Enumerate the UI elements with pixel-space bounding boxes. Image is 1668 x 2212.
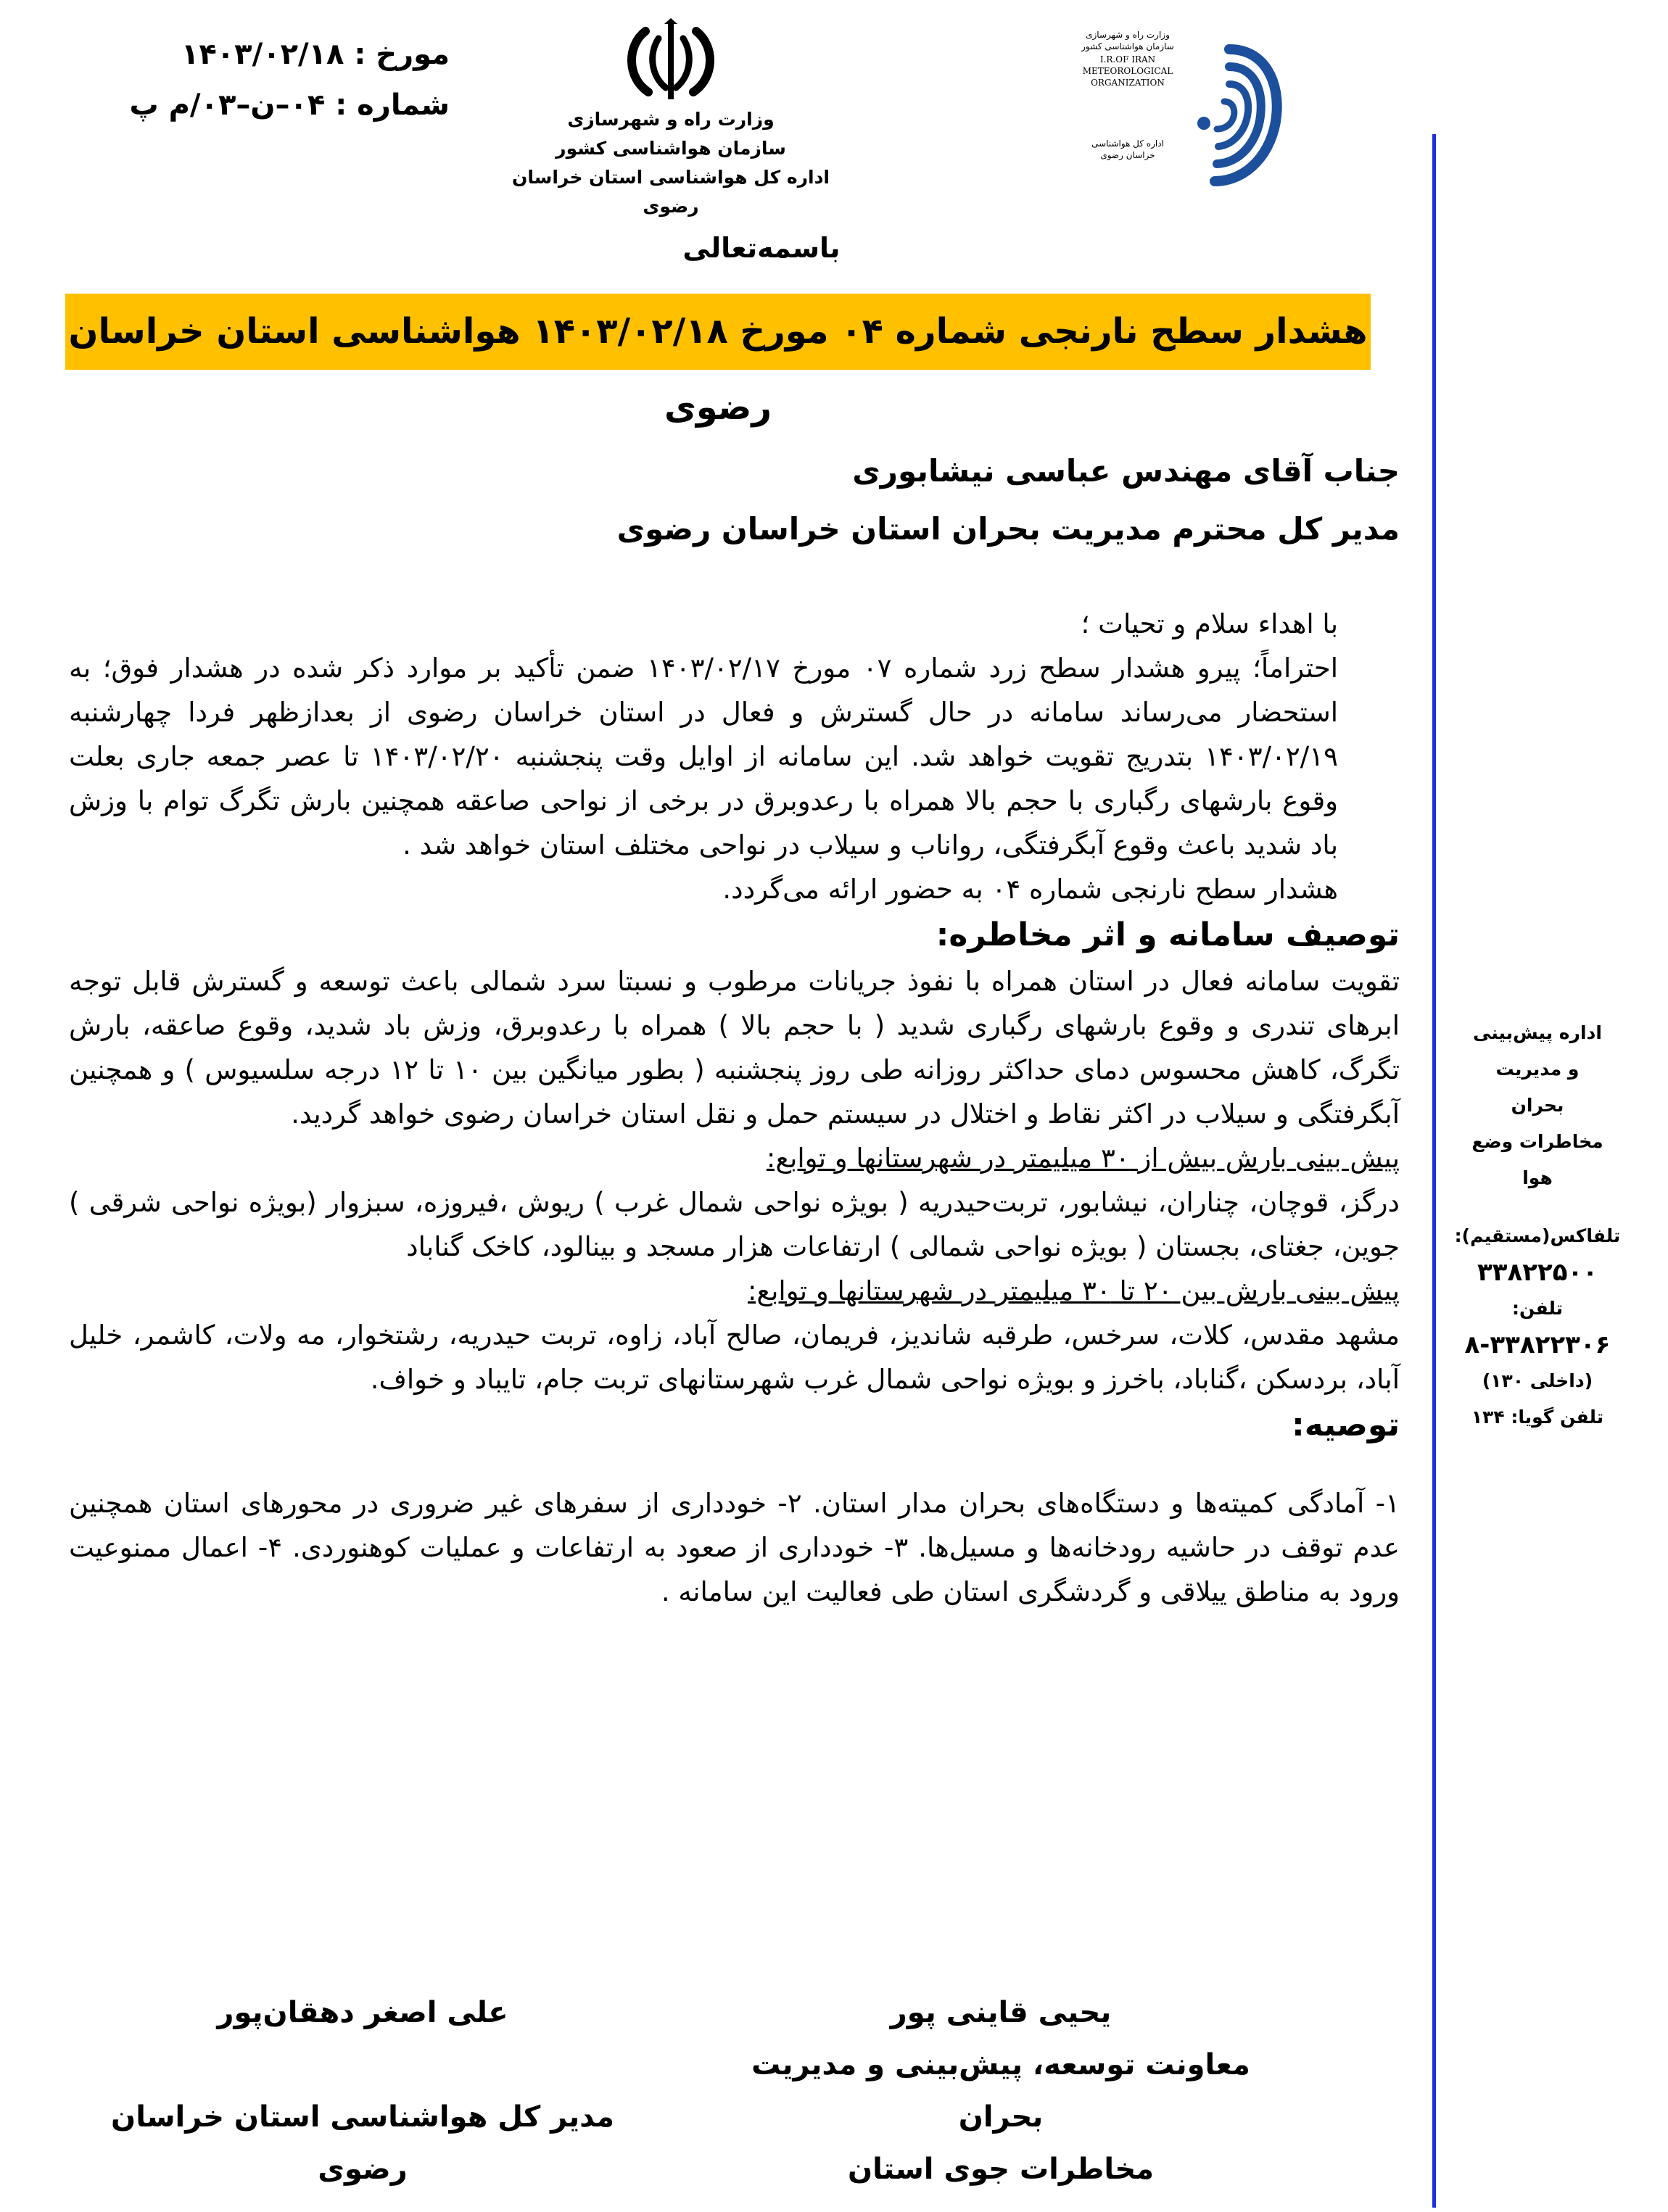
logo-text-fa1: وزارت راه و شهرسازی <box>1086 30 1170 40</box>
logo-text-fa3: اداره کل هواشناسی <box>1091 138 1164 149</box>
warning-title: هشدار سطح نارنجی شماره ۰۴ مورخ ۱۴۰۳/۰۲/۱۸ هواشناسی استان خراسان رضوی <box>68 311 1368 428</box>
signer-name: علی اصغر دهقان‌پور <box>217 1996 508 2029</box>
letter-number: شماره : ۰۴–ن–۰۳/م پ <box>129 88 450 122</box>
fax-label: تلفاکس(مستقیم): <box>1454 1225 1621 1246</box>
description-paragraph: تقویت سامانه فعال در استان همراه با نفوذ جریانات مرطوب و نسبتا سرد شمالی باعث توسعه و گسترش قابل توجه ابرهای تندری و وقوع بارشهای رگباری شدید ( با حجم بالا ) همراه با رعدوبرق، وزش باد شدید، وقوع صاعقه، بارش تگرگ، کاهش محسوس دمای حداکثر روزانه طی روز پنجشنبه ( بطور میانگین بین ۱۰ تا ۱۲ درجه سلسیوس ) و همچنین آبگرفتگی و سیلاب در اکثر نقاط و اختلال در سیستم حمل و نقل استان خراسان رضوی خواهد گردید. <box>69 966 1400 1130</box>
logo-text-fa2: سازمان هواشناسی کشور <box>1081 41 1174 51</box>
signature-right <box>725 1987 1276 2195</box>
dept-line: بحران <box>1511 1095 1564 1116</box>
warning-title-banner <box>65 294 1371 428</box>
advice-paragraph: ۱- آمادگی کمیته‌ها و دستگاه‌های بحران مدار استان. ۲- خودداری از سفرهای غیر ضروری در محورهای استان همچنین عدم توقف در حاشیه رودخانه‌ها و مسیل‌ها. ۳- خودداری از صعود به ارتفاعات و عملیات کوهنوردی. ۴- اعمال ممنوعیت ورود به مناطق ییلاقی و گردشگری استان طی فعالیت این سامانه . <box>69 1488 1400 1607</box>
logo-text-en1: I.R.OF IRAN <box>1099 54 1156 65</box>
voice-phone: تلفن گویا: ۱۳۴ <box>1471 1407 1604 1428</box>
section-heading-description: توصیف سامانه و اثر مخاطره: <box>936 916 1400 953</box>
letter-body <box>69 602 1400 1614</box>
signature-left <box>87 1987 638 2195</box>
fax-number: ۳۳۸۲۲۵۰۰ <box>1477 1258 1598 1287</box>
met-organization-logo <box>1066 29 1284 196</box>
dept-line: مخاطرات وضع <box>1471 1131 1603 1152</box>
letter-date: مورخ : ۱۴۰۳/۰۲/۱۸ <box>181 38 450 71</box>
iran-emblem-icon <box>616 18 725 105</box>
logo-text-en2: METEOROLOGICAL <box>1082 66 1173 76</box>
logo-text-en3: ORGANIZATION <box>1091 78 1165 88</box>
dept-line: و مدیریت <box>1495 1059 1580 1080</box>
letter-meta <box>109 29 450 131</box>
dept-line: اداره پیش‌بینی <box>1473 1022 1602 1043</box>
recipient-position: مدیر کل محترم مدیریت بحران استان خراسان رضوی <box>616 511 1400 547</box>
signer-title: معاونت توسعه، پیش‌بینی و مدیریت بحران <box>751 2048 1250 2134</box>
dept-line: هوا <box>1522 1167 1553 1188</box>
department-name: اداره کل هواشناسی استان خراسان رضوی <box>512 167 830 217</box>
signer-title: مدیر کل هواشناسی استان خراسان رضوی <box>111 2100 614 2186</box>
contact-sidebar <box>1450 1015 1624 1436</box>
ministry-name: وزارت راه و شهرسازی <box>567 109 775 130</box>
forecast-heading-20-30: پیش بینی بارش بین ۲۰ تا ۳۰ میلیمتر در شهرستانها و توابع: <box>747 1275 1400 1306</box>
signer-title: مخاطرات جوی استان <box>847 2153 1155 2186</box>
organization-name: سازمان هواشناسی کشور <box>556 138 786 159</box>
met-logo-icon <box>1175 44 1284 189</box>
phone-number: ۸-۳۳۸۲۲۳۰۶ <box>1464 1330 1611 1359</box>
forecast-list-20-30: مشهد مقدس، کلات، سرخس، طرقبه شاندیز، فریمان، صالح آباد، زاوه، تربت حیدریه، رشتخوار، مه ولات، کاشمر، خلیل آباد، بردسکن ،گناباد، باخرز و بویژه نواحی شمال غرب شهرستانهای تربت جام، تایباد و خواف. <box>69 1320 1400 1395</box>
phone-extension: (داخلی ۱۳۰) <box>1482 1370 1593 1391</box>
intro-paragraph: احتراماً؛ پیرو هشدار سطح زرد شماره ۰۷ مورخ ۱۴۰۳/۰۲/۱۷ ضمن تأکید بر موارد ذکر شده در هشدار فوق؛ به استحضار می‌رساند سامانه در حال گسترش و فعال در استان خراسان رضوی از بعدازظهر فردا چهارشنبه ۱۴۰۳/۰۲/۱۹ بتدریج تقویت خواهد شد. این سامانه از اوایل وقت پنجشنبه ۱۴۰۳/۰۲/۲۰ تا عصر جمعه جاری بعلت وقوع بارشهای رگباری با حجم بالا همراه با رعدوبرق در برخی از نواحی صاعقه همچنین بارش تگرگ توام با وزش باد شدید باعث وقوع آبگرفتگی، رواناب و سیلاب در نواحی مختلف استان خواهد شد . <box>69 653 1338 861</box>
announce-line: هشدار سطح نارنجی شماره ۰۴ به حضور ارائه می‌گردد. <box>722 874 1338 905</box>
section-heading-advice: توصیه: <box>1292 1407 1400 1443</box>
besmellah: باسمه‌تعالی <box>682 232 841 264</box>
vertical-divider <box>1432 134 1436 2208</box>
forecast-list-over-30: درگز، قوچان، چناران، نیشابور، تربت‌حیدریه ( بویژه نواحی شمال غرب ) ریوش ،فیروزه، سبزوار (بویژه نواحی شرقی ) جوین، جغتای، بجستان ( بویژه نواحی شمالی ) ارتفاعات هزار مسجد و بینالود، کاخک گناباد <box>69 1187 1400 1262</box>
logo-text-fa4: خراسان رضوی <box>1100 150 1155 160</box>
recipient-name: جناب آقای مهندس عباسی نیشابوری <box>852 453 1400 489</box>
iran-emblem-block <box>508 18 834 221</box>
phone-label: تلفن: <box>1511 1298 1564 1319</box>
greeting: با اهداء سلام و تحیات ؛ <box>1081 608 1338 639</box>
signer-name: یحیی قاینی پور <box>890 1996 1112 2029</box>
forecast-heading-over-30: پیش بینی بارش بیش از ۳۰ میلیمتر در شهرستانها و توابع: <box>766 1143 1400 1174</box>
